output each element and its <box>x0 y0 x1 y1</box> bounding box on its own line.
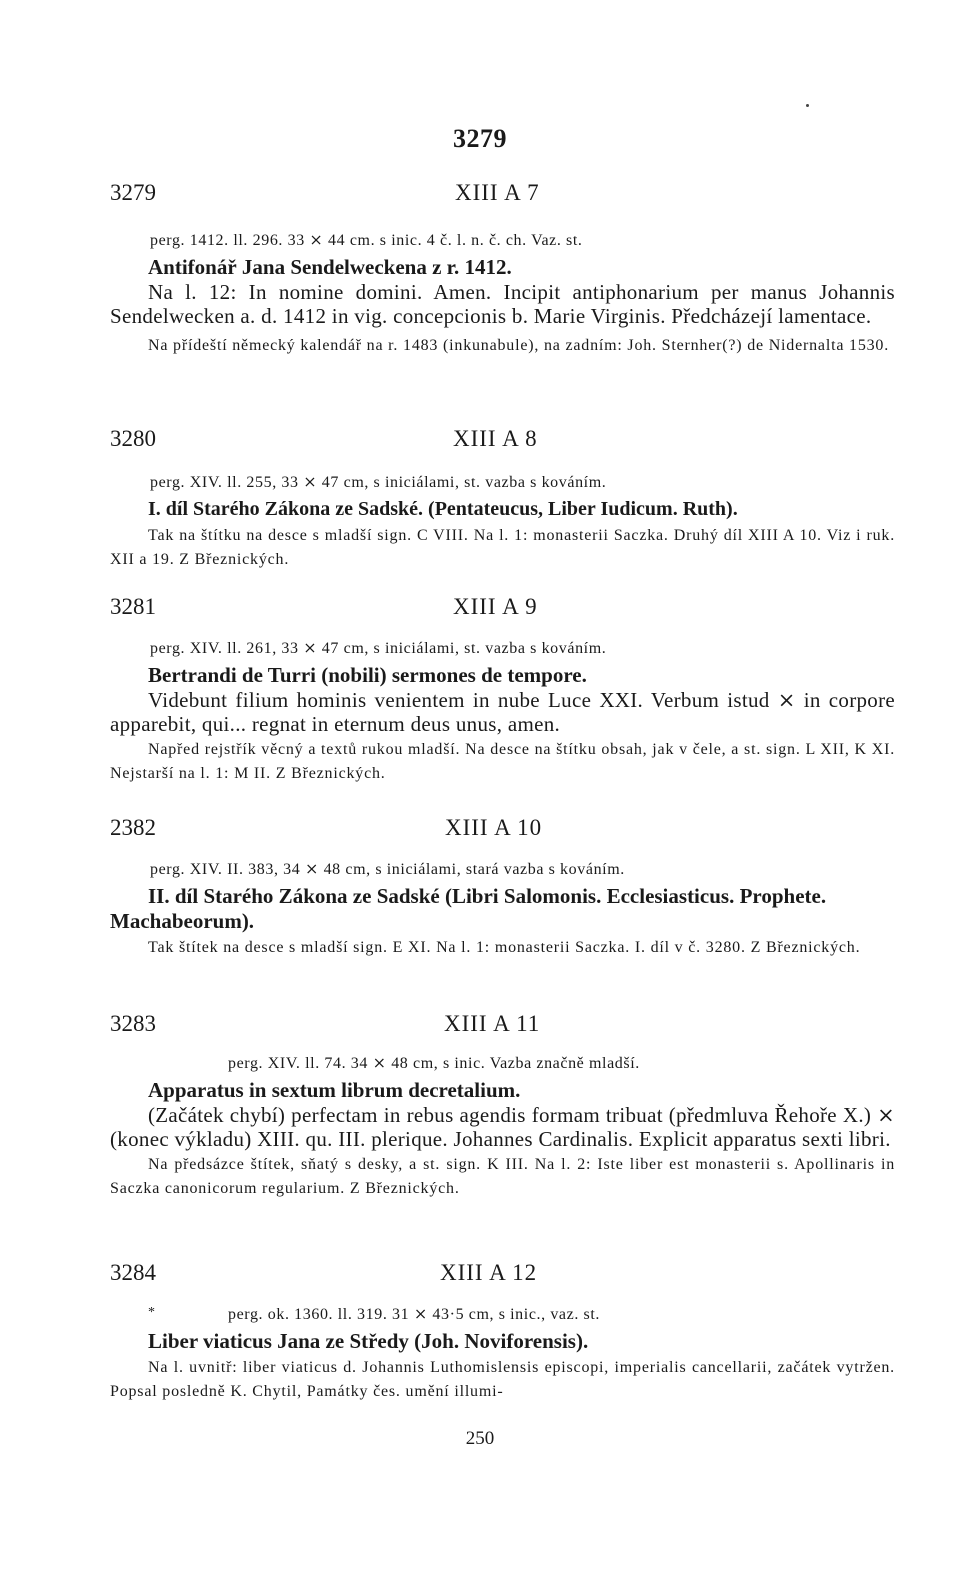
physical-description: perg. 1412. ll. 296. 33 ⨯ 44 cm. s inic. 4 č. l. n. č. ch. Vaz. st. <box>150 232 583 249</box>
entry-signature: XIII A 8 <box>453 426 538 451</box>
entry-title: Apparatus in sextum librum decretalium. <box>148 1078 521 1102</box>
entry-note: Na přídeští německý kalendář na r. 1483 (inkunabule), na zadním: Joh. Sternher(?) de Nidernalta 1530. <box>148 337 890 354</box>
entry-note: Tak na štítku na desce s mladší sign. C VIII. Na l. 1: monasterii Saczka. Druhý díl XIII A 10. Viz i ruk. XII a 19. Z Březnických. <box>110 527 895 568</box>
entry-note: Na předsázce štítek, sňatý s desky, a st. sign. K III. Na l. 2: Iste liber est monasterii s. Apollinaris in Saczka canonicorum regularium. Z Březnických. <box>110 1156 895 1197</box>
catalog-entry <box>110 180 895 358</box>
physical-description: perg. XIV. ll. 74. 34 ⨯ 48 cm, s inic. Vazba značně mladší. <box>228 1055 640 1072</box>
entry-heading <box>110 815 895 847</box>
catalog-entry <box>110 426 895 572</box>
entry-signature: XIII A 7 <box>455 180 540 205</box>
catalog-entry <box>110 594 895 786</box>
entry-signature: XIII A 12 <box>440 1260 538 1285</box>
entry-title: Antifonář Jana Sendelweckena z r. 1412. <box>148 255 512 279</box>
page-header-number: 3279 <box>453 124 507 153</box>
entry-signature: XIII A 10 <box>445 815 543 840</box>
entry-title: II. díl Starého Zákona ze Sadské (Libri Salomonis. Ecclesiasticus. Prophete. Machabeorum). <box>110 884 827 933</box>
entry-incipit: Na l. 12: In nomine domini. Amen. Incipit antiphonarium per manus Johannis Sendelwecken a. d. 1412 in vig. concepcionis b. Marie Virginis. Předcházejí lamentace. <box>110 280 895 328</box>
entry-note: Na l. uvnitř: liber viaticus d. Johannis Luthomislensis episcopi, imperialis cancellarii, začátek vytržen. Popsal posledně K. Chytil, Památky čes. umění illumi- <box>110 1359 895 1400</box>
physical-description <box>110 1304 895 1325</box>
entry-heading <box>110 426 895 458</box>
physical-description: perg. XIV. ll. 261, 33 ⨯ 47 cm, s iniciálami, st. vazba s kováním. <box>150 640 607 657</box>
entry-number: 3284 <box>110 1260 156 1285</box>
entry-heading <box>110 1260 895 1292</box>
entry-incipit: (Začátek chybí) perfectam in rebus agendis formam tribuat (předmluva Řehoře X.) ⨯ (konec výkladu) XIII. qu. III. plerique. Johannes Cardinalis. Explicit apparatus sexti libri. <box>110 1103 895 1151</box>
entry-number: 3283 <box>110 1011 156 1036</box>
physical-description-text: perg. ok. 1360. ll. 319. 31 ⨯ 43·5 cm, s inic., vaz. st. <box>228 1306 601 1323</box>
entry-note: Tak štítek na desce s mladší sign. E XI. Na l. 1: monasterii Saczka. I. díl v č. 3280. Z Březnických. <box>148 939 861 956</box>
entry-note: Napřed rejstřík věcný a textů rukou mladší. Na desce na štítku obsah, jak v čele, a st. sign. L XII, K XI. Nejstarší na l. 1: M II. Z Březnických. <box>110 741 895 782</box>
entry-number: 3280 <box>110 426 156 451</box>
entry-number: 3281 <box>110 594 156 619</box>
entry-number: 2382 <box>110 815 156 840</box>
physical-description: perg. XIV. ll. 255, 33 ⨯ 47 cm, s iniciálami, st. vazba s kováním. <box>150 474 607 491</box>
entry-title: Liber viaticus Jana ze Středy (Joh. Noviforensis). <box>148 1329 589 1353</box>
scan-speck <box>806 104 809 107</box>
page-folio-number: 250 <box>465 1428 495 1449</box>
entry-heading <box>110 594 895 626</box>
entry-signature: XIII A 9 <box>453 594 538 619</box>
entry-heading <box>110 180 895 212</box>
entry-heading <box>110 1011 895 1043</box>
entry-incipit: Videbunt filium hominis venientem in nube Luce XXI. Verbum istud ⨯ in corpore apparebit, qui... regnat in eternum deus unus, amen. <box>110 688 895 736</box>
entry-signature: XIII A 11 <box>444 1011 541 1036</box>
catalog-entry <box>110 1260 895 1404</box>
entry-title: I. díl Starého Zákona ze Sadské. (Pentateucus, Liber Iudicum. Ruth). <box>148 498 738 520</box>
physical-description: perg. XIV. II. 383, 34 ⨯ 48 cm, s iniciálami, stará vazba s kováním. <box>150 861 625 878</box>
entry-title: Bertrandi de Turri (nobili) sermones de tempore. <box>148 663 587 687</box>
asterisk-mark: * <box>148 1305 156 1320</box>
catalog-entry <box>110 1011 895 1201</box>
entry-number: 3279 <box>110 180 156 205</box>
catalog-entry <box>110 815 895 960</box>
